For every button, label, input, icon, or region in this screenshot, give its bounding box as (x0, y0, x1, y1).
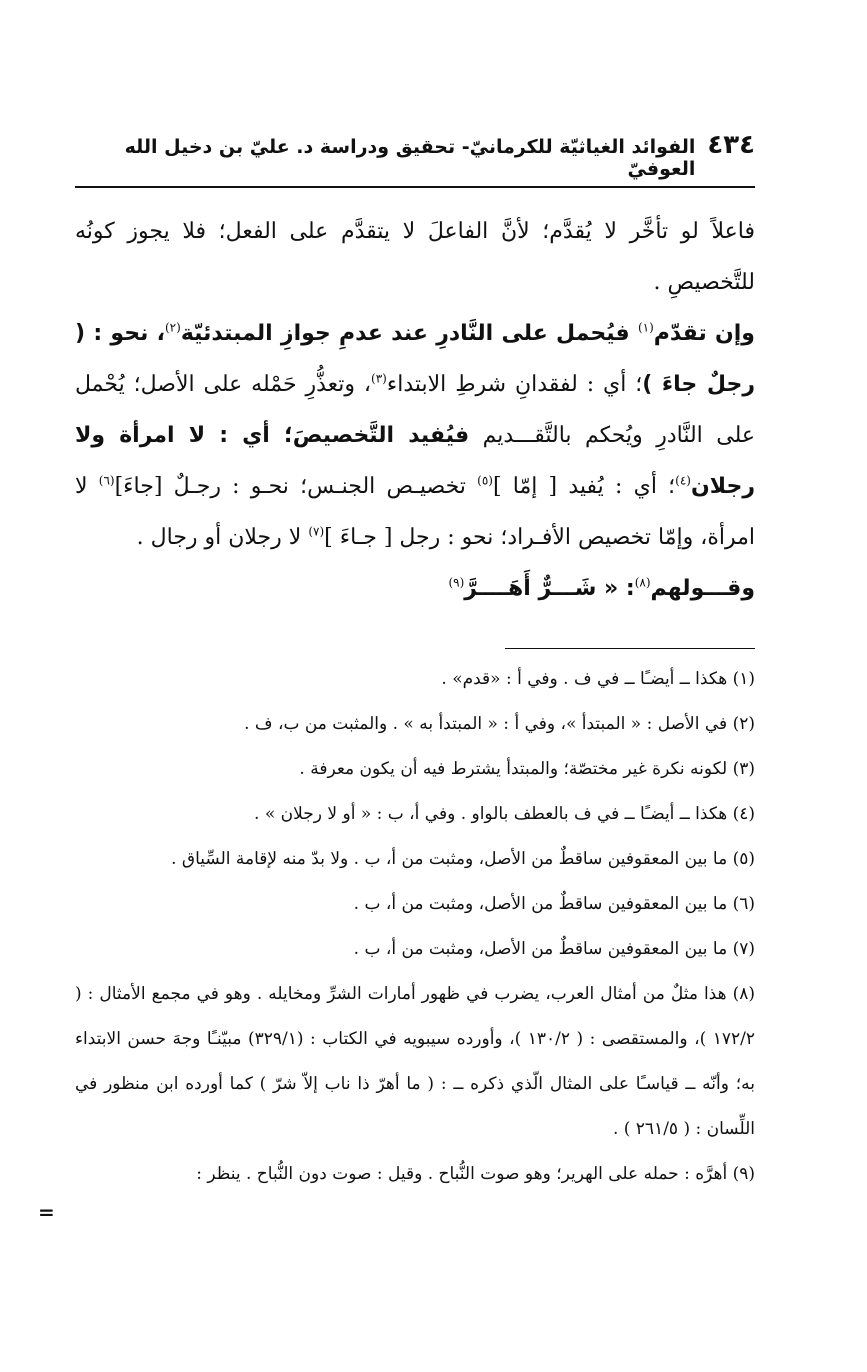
matn-text: ، نحو : ( رجلٌ جاءَ ) (75, 321, 755, 397)
paragraph-1: فاعلاً لو تأخَّر لا يُقدَّم؛ لأنَّ الفاعلَ لا يتقدَّم على الفعل؛ فلا يجوز كونُه للتَّخصيصِ . (75, 219, 755, 295)
matn-text: فيُفيد التَّخصيصَ؛ أي : لا امرأة ولا رجلان (75, 423, 755, 499)
matn-text: : « شَـــرٌّ أَهَــــرَّ (464, 576, 635, 601)
matn-text: وقـــولهم (650, 576, 755, 601)
commentary-text: تخصيـص الجنـس؛ نحـو : رجـلٌ [جاءَ] (114, 474, 478, 499)
footnote: (٩) أهرَّه : حمله على الهرير؛ وهو صوت النُّباح . وقيل : صوت دون النُّباح . ينظر : (196, 1164, 755, 1184)
running-title: الفوائد الغياثيّة للكرمانيّ- تحقيق ودراسة د. عليّ بن دخيل الله العوفيّ (124, 136, 696, 180)
footnote: (٧) ما بين المعقوفين ساقطٌ من الأصل، ومثبت من أ، ب . (353, 939, 755, 959)
footnote-ref: (٥) (477, 473, 493, 488)
main-text (75, 206, 755, 614)
matn-text: فيُحمل على النَّادرِ عند عدمِ جوازِ المبتدئيّة (180, 321, 638, 346)
footnote-ref: (٢) (164, 320, 181, 335)
paragraph-3 (75, 563, 755, 614)
commentary-text: لا رجلان أو رجال . (136, 525, 309, 550)
footnote-separator (505, 648, 755, 649)
book-page (75, 130, 755, 1197)
footnote: (٣) لكونه نكرة غير مختصّة؛ والمبتدأ يشترط فيه أن يكون معرفة . (299, 759, 755, 779)
footnote-ref: (٨) (634, 575, 651, 590)
footnote: (٤) هكذا ــ أيضـًا ــ في ف بالعطف بالواو . وفي أ، ب : « أو لا رجلان » . (254, 804, 755, 824)
footnote-ref: (٤) (675, 473, 691, 488)
footnote: (٨) هذا مثلٌ من أمثال العرب، يضرب في ظهور أمارات الشرِّ ومخايله . وهو في مجمع الأمثال : ( ١٧٢/٢ )، والمستقصى : ( ١٣٠/٢ )، وأورده سيبويه في الكتاب : (٣٢٩/١) مبيّنـًا وجهَ حسن الابتداء به؛ وأنّه ــ قياسـًا على المثال الّذي ذكره ــ : ( ما أهرّ ذا ناب إلاّ شرّ ) كما أورده ابن منظور في اللِّسان : ( ٢٦١/٥ ) . (75, 984, 755, 1139)
footnote-ref: (٩) (448, 575, 465, 590)
paragraph-2 (75, 308, 755, 563)
footnote: (٥) ما بين المعقوفين ساقطٌ من الأصل، ومثبت من أ، ب . ولا بدّ منه لإقامة السِّياق . (171, 849, 755, 869)
footnote: (٦) ما بين المعقوفين ساقطٌ من الأصل، ومثبت من أ، ب . (353, 894, 755, 914)
commentary-text: ؛ أي : يُفيد [ إمّا ] (492, 474, 676, 499)
footnote: (٢) في الأصل : « المبتدأ »، وفي أ : « المبتدأ به » . والمثبت من ب، ف . (244, 714, 755, 734)
footnote-ref: (٦) (98, 473, 115, 488)
footnote-ref: (١) (637, 320, 654, 335)
footnotes (75, 657, 755, 1197)
page-number: ٤٣٤ (707, 130, 755, 160)
commentary-text: لا امرأة، وإمّا تخصيص الأفـراد؛ نحو : رجل [ جـاءَ ] (75, 474, 755, 550)
running-header (75, 130, 755, 188)
commentary-text: ؛ أي : لفقدانِ شرطِ الابتداء (386, 372, 643, 397)
footnote: (١) هكذا ــ أيضـًا ــ في ف . وفي أ : «قدم» . (441, 669, 755, 689)
footnote-ref: (٧) (308, 524, 325, 539)
matn-text: وإن تقدّم (653, 321, 755, 346)
commentary-text: ، وتعذُّرِ حَمْله على الأصل؛ يُحْمل على النَّادرِ ويُحكم بالتَّقـــديم (75, 372, 755, 448)
footnote-ref: (٣) (371, 371, 387, 386)
continuation-mark: = (38, 1200, 55, 1224)
